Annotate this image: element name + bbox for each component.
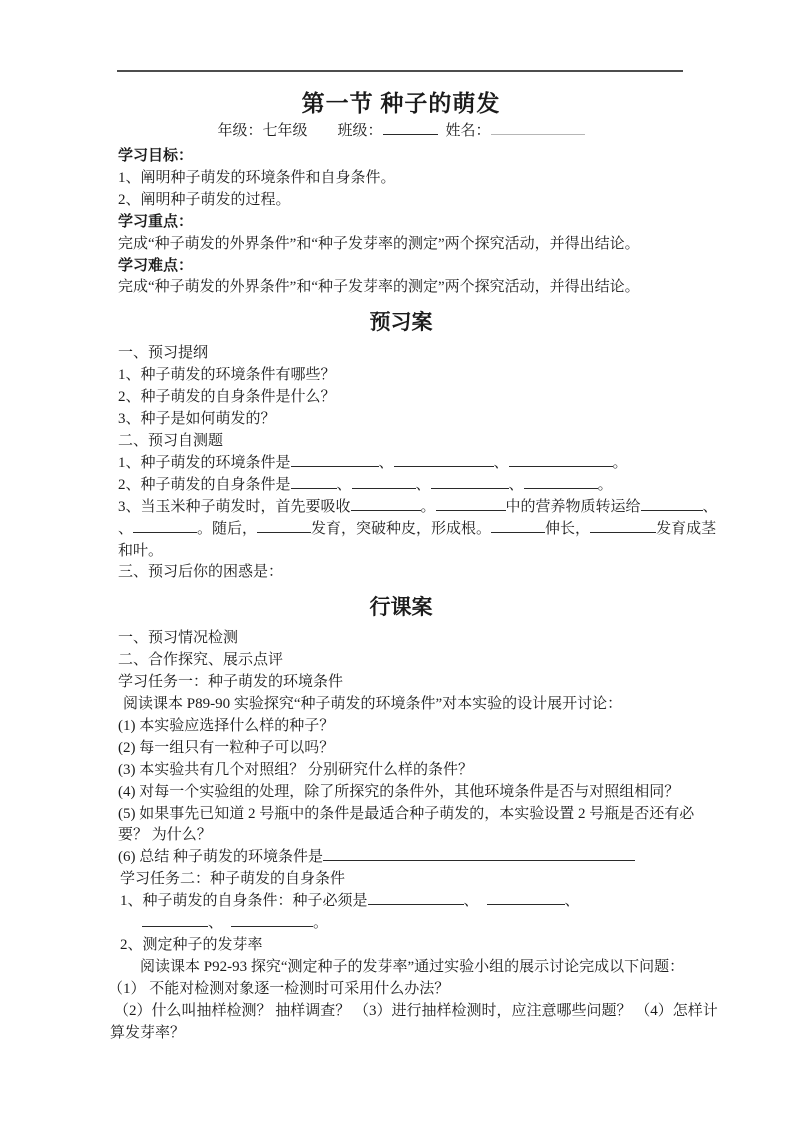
text-run: 3、当玉米种子萌发时，首先要吸收 xyxy=(118,498,351,515)
fill-in-blank xyxy=(291,453,379,467)
text-run: 、 xyxy=(463,893,479,910)
text-run: 1、种子萌发的环境条件是 xyxy=(118,454,291,471)
spacer xyxy=(223,926,231,927)
fill-in-blank xyxy=(641,497,703,511)
fill-in-blank xyxy=(491,121,585,135)
preview-section-heading: 预习案 xyxy=(369,310,433,335)
preview-outline-heading: 一、预习提纲 xyxy=(118,345,209,362)
task2-heading: 学习任务二：种子萌发的自身条件 xyxy=(120,871,346,888)
selftest-3-line2 xyxy=(118,519,718,541)
page-title: 第一节 种子的萌发 xyxy=(301,91,501,116)
text-run: 姓名： xyxy=(445,123,491,139)
text-run: 中的营养物质转运给 xyxy=(505,498,641,515)
document-content xyxy=(108,70,718,1045)
fill-in-blank xyxy=(368,891,464,905)
fill-in-blank xyxy=(590,519,656,533)
objective-2: 2、阐明种子萌发的过程。 xyxy=(118,191,291,208)
fill-in-blank xyxy=(133,519,197,533)
task1-q5-line2: 要？ 为什么？ xyxy=(118,827,212,844)
text-run: (6) 总结 种子萌发的环境条件是 xyxy=(118,849,323,866)
text-run: 伸长， xyxy=(545,520,591,537)
text-run: 、 xyxy=(378,454,394,471)
task2-q2-intro: 阅读课本 P92-93 探究“测定种子的发芽率”通过实验小组的展示讨论完成以下问题： xyxy=(140,958,685,975)
fill-in-blank xyxy=(257,519,311,533)
fill-in-blank xyxy=(431,475,509,489)
preview-confusion: 三、预习后你的困惑是： xyxy=(118,564,284,581)
task1-heading: 学习任务一：种子萌发的环境条件 xyxy=(118,674,344,691)
spacer xyxy=(307,134,337,135)
text-run: 、 xyxy=(493,454,509,471)
learning-difficulty-heading: 学习难点： xyxy=(118,257,194,274)
task1-q6 xyxy=(118,847,718,869)
text-run: 、 xyxy=(564,893,580,910)
fill-in-blank xyxy=(142,913,208,927)
preview-q3: 3、种子是如何萌发的？ xyxy=(118,411,276,428)
text-run: 年级：七年级 xyxy=(217,123,308,139)
learning-focus-text: 完成“种子萌发的外界条件”和“种子发芽率的测定”两个探究活动，并得出结论。 xyxy=(118,235,640,252)
text-run: 发育成茎 xyxy=(656,520,717,537)
preview-q1: 1、种子萌发的环境条件有哪些？ xyxy=(118,367,336,384)
text-run: 、 xyxy=(702,498,718,515)
fill-in-blank xyxy=(487,891,565,905)
text-run: 、 xyxy=(508,476,524,493)
objective-1: 1、阐明种子萌发的环境条件和自身条件。 xyxy=(118,169,396,186)
fill-in-blank xyxy=(394,453,494,467)
text-run: 、 xyxy=(336,476,352,493)
learning-difficulty-text: 完成“种子萌发的外界条件”和“种子发芽率的测定”两个探究活动，并得出结论。 xyxy=(118,279,640,296)
text-run: 。随后， xyxy=(197,520,258,537)
check-preview: 一、预习情况检测 xyxy=(118,630,239,647)
learning-objectives-heading: 学习目标： xyxy=(118,148,194,164)
task1-q4: (4) 对每一个实验组的处理，除了所探究的条件外，其他环境条件是否与对照组相同？ xyxy=(118,783,680,800)
text-run: 1、种子萌发的自身条件：种子必须是 xyxy=(120,893,368,910)
fill-in-blank xyxy=(352,475,416,489)
selftest-3-line3: 和叶。 xyxy=(118,542,164,559)
learning-focus-heading: 学习重点： xyxy=(118,213,194,230)
text-run: 、 xyxy=(118,520,134,537)
selftest-2 xyxy=(118,475,718,497)
fill-in-blank xyxy=(383,121,438,135)
preview-q2: 2、种子萌发的自身条件是什么？ xyxy=(118,389,336,406)
text-run: 、 xyxy=(208,915,224,932)
text-run: 。 xyxy=(420,498,436,515)
cooperative-inquiry: 二、合作探究、展示点评 xyxy=(118,652,284,669)
text-run: 。 xyxy=(313,915,329,932)
fill-in-blank xyxy=(291,475,337,489)
task2-q1-line2 xyxy=(142,913,718,935)
task1-q2: (2) 每一组只有一粒种子可以吗？ xyxy=(118,739,335,756)
text-run: 。 xyxy=(612,454,628,471)
text-run: 。 xyxy=(597,476,613,493)
fill-in-blank xyxy=(436,497,506,511)
top-rule xyxy=(117,70,683,72)
task1-q5-line1: (5) 如果事先已知道 2 号瓶中的条件是最适合种子萌发的，本实验设置 2 号瓶是否还有必 xyxy=(118,805,695,822)
task1-q1: (1) 本实验应选择什么样的种子？ xyxy=(118,717,335,734)
text-run: 2、种子萌发的自身条件是 xyxy=(118,476,291,493)
grade-class-name-line xyxy=(118,119,684,143)
fill-in-blank xyxy=(509,453,613,467)
task2-q2-item1: （1） 不能对检测对象逐一检测时可采用什么办法？ xyxy=(108,980,450,997)
task2-q2-heading: 2、测定种子的发芽率 xyxy=(120,937,263,953)
preview-selftest-heading: 二、预习自测题 xyxy=(118,432,224,449)
spacer xyxy=(438,134,446,135)
fill-in-blank xyxy=(323,847,635,861)
selftest-3-line1 xyxy=(118,497,718,519)
fill-in-blank xyxy=(491,519,545,533)
text-run: 、 xyxy=(415,476,431,493)
text-run: 班级： xyxy=(337,123,383,139)
fill-in-blank xyxy=(231,913,313,927)
fill-in-blank xyxy=(351,497,421,511)
task2-q1-line1 xyxy=(120,891,718,913)
task1-q3: (3) 本实验共有几个对照组？ 分别研究什么样的条件？ xyxy=(118,761,473,778)
text-run: 发育，突破种皮，形成根。 xyxy=(311,520,492,537)
task2-q2-items234-line1: （2）什么叫抽样检测？ 抽样调查？ （3）进行抽样检测时，应注意哪些问题？ （4）怎样计 xyxy=(114,1002,718,1019)
task1-intro: 阅读课本 P89-90 实验探究“种子萌发的环境条件”对本实验的设计展开讨论： xyxy=(123,696,623,713)
task2-q2-items234-line2: 算发芽率？ xyxy=(110,1024,186,1041)
class-section-heading: 行课案 xyxy=(369,595,433,620)
spacer xyxy=(479,904,487,905)
selftest-1 xyxy=(118,453,718,475)
fill-in-blank xyxy=(524,475,598,489)
